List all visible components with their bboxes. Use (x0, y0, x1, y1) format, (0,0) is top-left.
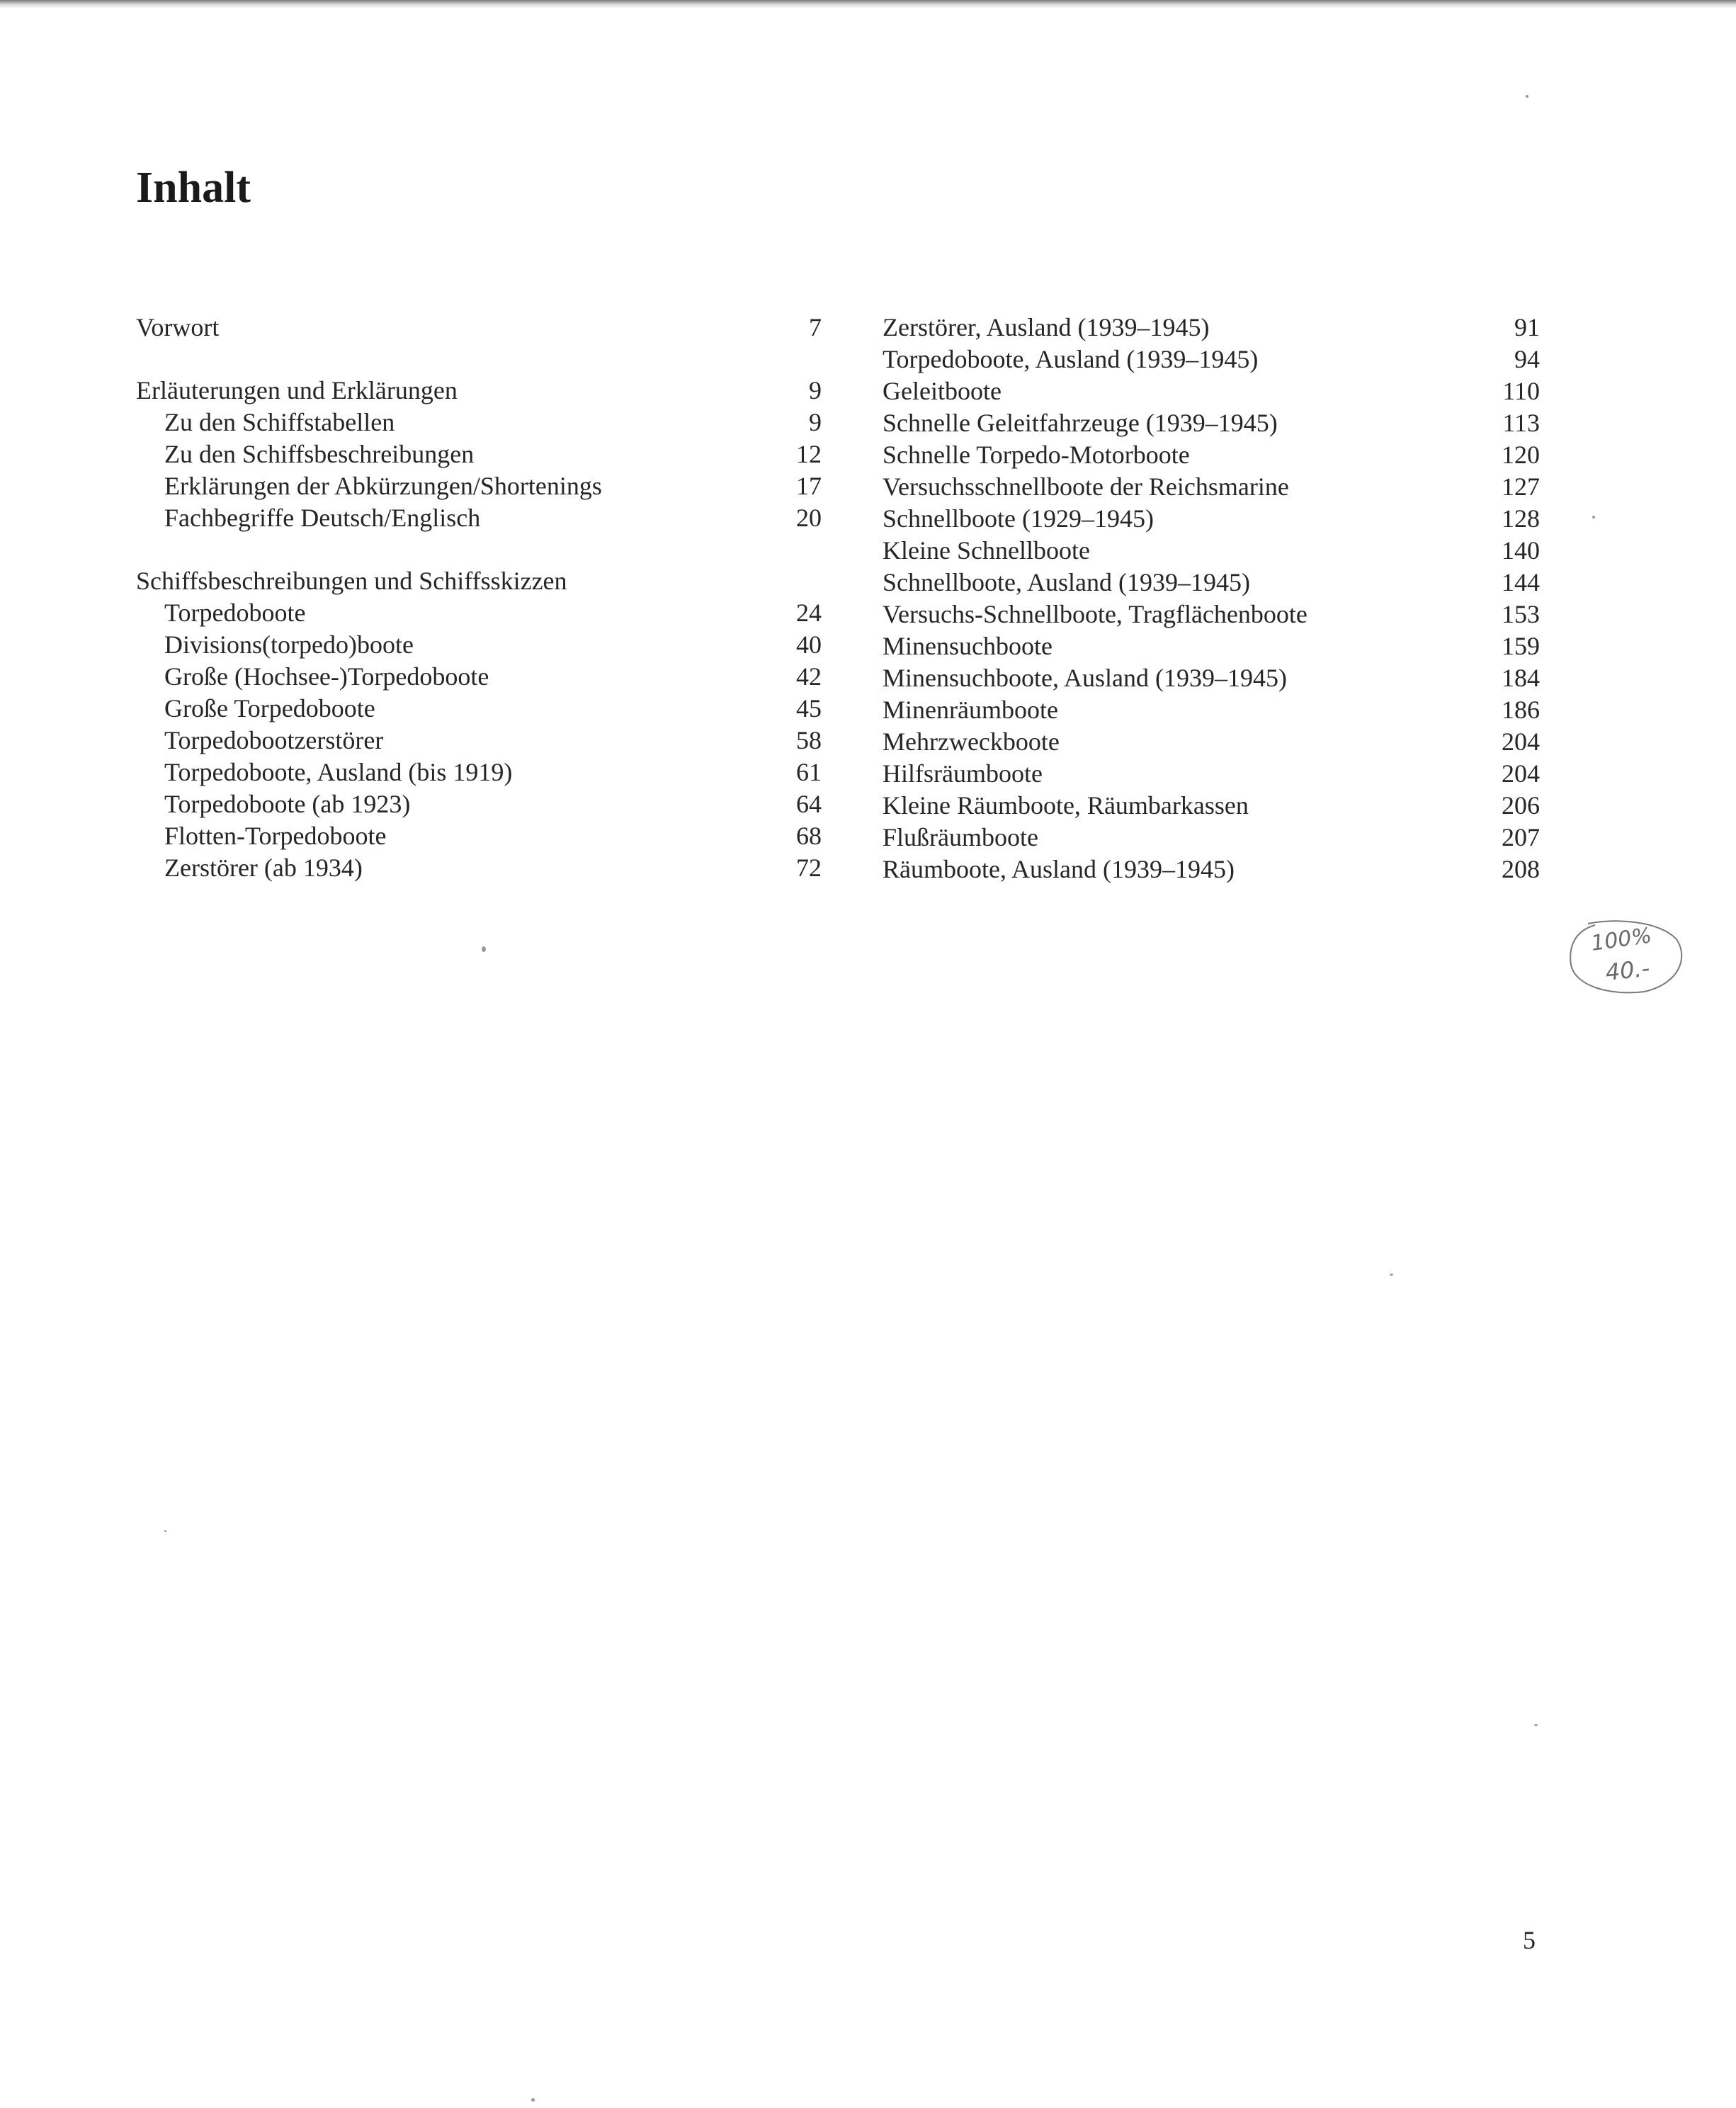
toc-entry (136, 693, 822, 725)
toc-entry (136, 725, 822, 756)
toc-entry (883, 439, 1540, 471)
toc-right-column (883, 312, 1540, 885)
toc-entry-title: Schnelle Geleitfahrzeuge (1939–1945) (883, 409, 1278, 437)
toc-entry-title: Große (Hochsee-)Torpedoboote (164, 662, 489, 691)
toc-entry-title: Zerstörer (ab 1934) (164, 854, 363, 882)
toc-entry-page: 127 (1502, 472, 1540, 501)
toc-entry-title: Zu den Schiffstabellen (164, 408, 395, 436)
toc-entry-title: Minenräumboote (883, 696, 1058, 724)
toc-entry (136, 756, 822, 788)
toc-entry-page: 184 (1502, 664, 1540, 692)
toc-entry-title: Torpedoboote (164, 599, 306, 627)
toc-entry-page: 72 (796, 854, 822, 882)
toc-entry-page: 58 (796, 726, 822, 754)
toc-entry (883, 344, 1540, 375)
scan-speck (1534, 1724, 1538, 1726)
toc-entry-page: 64 (796, 790, 822, 818)
toc-entry-title: Mehrzweckboote (883, 727, 1060, 756)
toc-entry-title: Geleitboote (883, 377, 1002, 405)
toc-entry-title: Minensuchboote, Ausland (1939–1945) (883, 664, 1287, 692)
toc-entry-page: 12 (796, 440, 822, 468)
toc-entry (883, 758, 1540, 790)
toc-entry-page: 204 (1502, 727, 1540, 756)
toc-entry (136, 820, 822, 852)
toc-entry-title: Flußräumboote (883, 823, 1038, 851)
toc-entry-title: Schnellboote, Ausland (1939–1945) (883, 568, 1250, 596)
page-title: Inhalt (136, 164, 251, 212)
toc-entry-page: 9 (809, 408, 822, 436)
toc-entry (136, 852, 822, 884)
toc-entry-title: Erläuterungen und Erklärungen (136, 376, 458, 404)
toc-entry (136, 312, 822, 344)
toc-entry-page: 204 (1502, 759, 1540, 788)
toc-entry-page: 206 (1502, 791, 1540, 820)
toc-entry (136, 470, 822, 502)
toc-entry (883, 630, 1540, 662)
toc-entry-title: Flotten-Torpedoboote (164, 822, 387, 850)
toc-entry-title: Zerstörer, Ausland (1939–1945) (883, 313, 1210, 341)
toc-entry-title: Torpedobootzerstörer (164, 726, 384, 754)
toc-entry-title: Schnelle Torpedo-Motorboote (883, 441, 1190, 469)
toc-entry (883, 535, 1540, 567)
toc-entry-title: Minensuchboote (883, 632, 1053, 660)
toc-entry-page: 40 (796, 630, 822, 659)
toc-entry-page: 208 (1502, 855, 1540, 883)
toc-entry (883, 471, 1540, 503)
toc-entry (883, 854, 1540, 885)
toc-entry-page: 159 (1502, 632, 1540, 660)
toc-entry-title: Große Torpedoboote (164, 694, 375, 722)
toc-entry-page: 91 (1514, 313, 1540, 341)
toc-entry-page: 94 (1514, 345, 1540, 373)
svg-text:40.-: 40.- (1604, 954, 1651, 986)
toc-entry-title: Hilfsräumboote (883, 759, 1043, 788)
scan-top-edge (0, 0, 1736, 8)
toc-entry-page: 9 (809, 376, 822, 404)
toc-entry-page: 128 (1502, 504, 1540, 533)
toc-entry-title: Divisions(torpedo)boote (164, 630, 414, 659)
toc-entry-page: 42 (796, 662, 822, 691)
scan-speck (482, 946, 486, 952)
toc-entry-page: 68 (796, 822, 822, 850)
toc-entry (136, 788, 822, 820)
toc-entry-title: Zu den Schiffsbeschreibungen (164, 440, 475, 468)
toc-entry-page: 113 (1502, 409, 1540, 437)
toc-entry-title: Fachbegriffe Deutsch/Englisch (164, 504, 481, 532)
toc-entry-title: Erklärungen der Abkürzungen/Shortenings (164, 472, 602, 500)
toc-entry (136, 629, 822, 661)
toc-entry-page: 153 (1502, 600, 1540, 628)
toc-entry (136, 407, 822, 438)
toc-entry-page: 24 (796, 599, 822, 627)
toc-entry-page: 61 (796, 758, 822, 786)
toc-entry (883, 375, 1540, 407)
toc-entry-title: Torpedoboote, Ausland (bis 1919) (164, 758, 513, 786)
toc-entry-title: Kleine Schnellboote (883, 536, 1090, 565)
svg-text:100%: 100% (1589, 923, 1654, 956)
toc-entry-page: 186 (1502, 696, 1540, 724)
scan-speck (1390, 1274, 1393, 1276)
toc-entry (136, 502, 822, 534)
toc-entry-page: 7 (809, 313, 822, 341)
scan-speck (164, 1530, 166, 1532)
toc-entry-page: 140 (1502, 536, 1540, 565)
toc-entry-title: Vorwort (136, 313, 220, 341)
toc-entry-page: 120 (1502, 441, 1540, 469)
toc-entry-page: 110 (1502, 377, 1540, 405)
toc-entry (883, 407, 1540, 439)
toc-entry-title: Torpedoboote (ab 1923) (164, 790, 411, 818)
toc-left-column (136, 312, 822, 884)
toc-entry-page: 144 (1502, 568, 1540, 596)
scan-speck (1526, 95, 1528, 98)
toc-entry-title: Räumboote, Ausland (1939–1945) (883, 855, 1235, 883)
handwritten-price-annotation (1567, 918, 1687, 994)
toc-entry-title: Torpedoboote, Ausland (1939–1945) (883, 345, 1259, 373)
toc-entry (136, 565, 822, 597)
toc-entry (136, 597, 822, 629)
toc-entry-title: Versuchs-Schnellboote, Tragflächenboote (883, 600, 1307, 628)
toc-entry (136, 661, 822, 693)
toc-entry (883, 694, 1540, 726)
toc-entry-page: 45 (796, 694, 822, 722)
toc-entry-title: Schiffsbeschreibungen und Schiffsskizzen (136, 567, 567, 595)
toc-entry (883, 726, 1540, 758)
toc-entry (883, 567, 1540, 599)
toc-entry (883, 599, 1540, 630)
toc-entry (136, 438, 822, 470)
toc-entry-title: Versuchsschnellboote der Reichsmarine (883, 472, 1289, 501)
toc-entry (883, 790, 1540, 822)
toc-entry (883, 662, 1540, 694)
toc-entry (883, 503, 1540, 535)
page-number: 5 (1523, 1926, 1536, 1954)
scan-speck (531, 2098, 535, 2102)
toc-entry-title: Schnellboote (1929–1945) (883, 504, 1154, 533)
toc-entry (883, 312, 1540, 344)
toc-entry-page: 17 (796, 472, 822, 500)
toc-entry-title: Kleine Räumboote, Räumbarkassen (883, 791, 1249, 820)
scan-speck (1592, 516, 1595, 518)
toc-entry-page: 207 (1502, 823, 1540, 851)
toc-entry (136, 375, 822, 407)
toc-entry-page: 20 (796, 504, 822, 532)
toc-entry (883, 822, 1540, 854)
